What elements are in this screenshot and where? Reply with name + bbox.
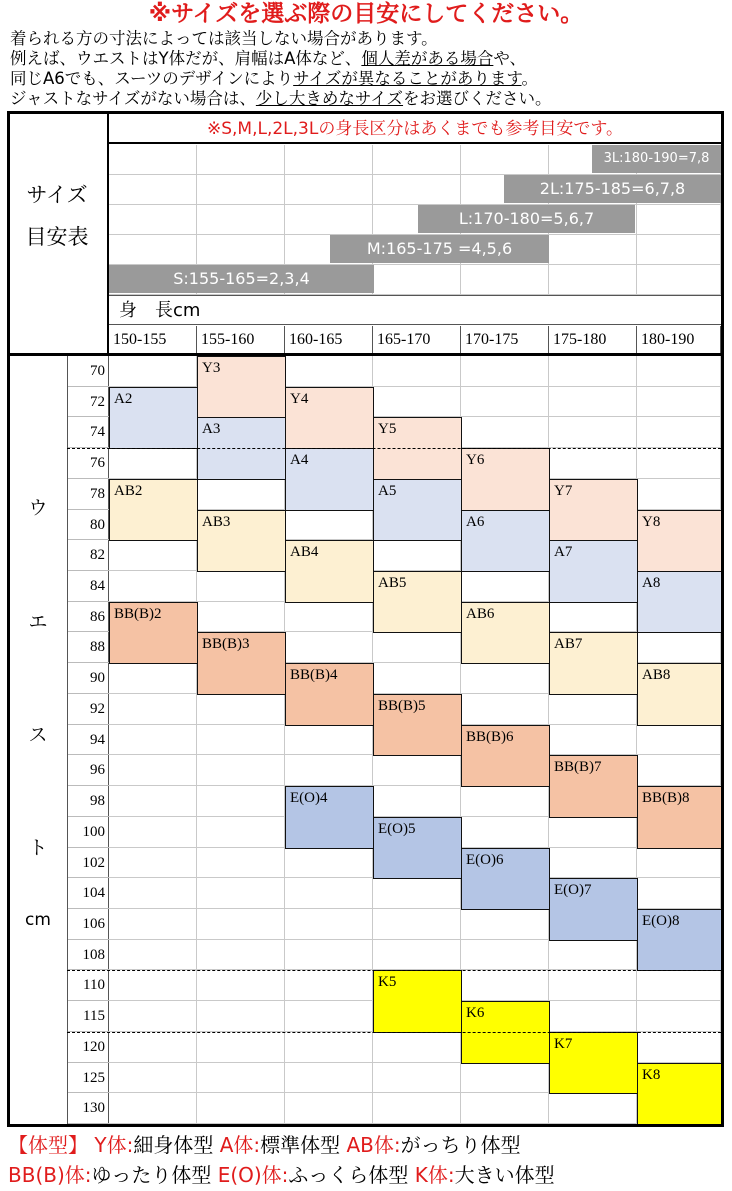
waist-char: エ bbox=[28, 611, 48, 633]
waist-row-label: 80 bbox=[68, 510, 109, 541]
legend-key-k: K体: bbox=[414, 1163, 455, 1187]
legend-desc-bb: ゆったり体型 bbox=[91, 1163, 212, 1187]
height-column-header: 160-165 bbox=[285, 326, 373, 353]
legend-key-y: Y体: bbox=[94, 1133, 134, 1157]
waist-row-label: 98 bbox=[68, 786, 109, 817]
legend-key-a: A体: bbox=[219, 1133, 261, 1157]
intro-text: ジャストなサイズがない場合は、 bbox=[10, 89, 256, 108]
waist-row-label: 106 bbox=[68, 909, 109, 940]
waist-row-label: 96 bbox=[68, 755, 109, 786]
waist-row-label: 110 bbox=[68, 970, 109, 1001]
waist-row-label: 102 bbox=[68, 848, 109, 879]
chart-title-line-1: サイズ bbox=[26, 183, 88, 207]
waist-row-label: 115 bbox=[68, 1001, 109, 1032]
size-block-label: Y3 bbox=[202, 360, 221, 376]
size-block-label: K7 bbox=[554, 1035, 573, 1052]
size-bar-2l: 2L:175-185=6,7,8 bbox=[504, 175, 721, 203]
size-block-label: K5 bbox=[378, 974, 397, 991]
size-block-label: Y8 bbox=[642, 513, 661, 530]
size-block-label: A6 bbox=[466, 513, 485, 530]
page-title: ※サイズを選ぶ際の目安にしてください。 bbox=[148, 1, 584, 27]
size-block-label: E(O)5 bbox=[378, 820, 416, 837]
legend-desc-y: 細身体型 bbox=[133, 1133, 214, 1157]
height-column-header: 180-190 bbox=[637, 326, 721, 353]
legend-line-2 bbox=[8, 1160, 555, 1190]
size-block-label: A4 bbox=[290, 452, 309, 469]
waist-row-label: 108 bbox=[68, 940, 109, 971]
size-block-label: AB5 bbox=[378, 575, 407, 592]
intro-underlined-text: 少し大きめなサイズ bbox=[255, 89, 404, 108]
legend bbox=[8, 1130, 555, 1190]
legend-desc-e: ふっくら体型 bbox=[288, 1163, 409, 1187]
waist-row-label: 104 bbox=[68, 878, 109, 909]
size-block-label: K8 bbox=[642, 1066, 661, 1083]
intro-text: 同じA6でも、スーツのデザインにより bbox=[10, 69, 294, 88]
legend-desc-a: 標準体型 bbox=[260, 1133, 341, 1157]
size-block-label: AB3 bbox=[202, 513, 231, 530]
waist-row-label: 74 bbox=[68, 417, 109, 448]
legend-desc-ab: がっちり体型 bbox=[400, 1133, 521, 1157]
intro-underlined-text: 個人差がある場合 bbox=[361, 49, 494, 68]
waist-char: ス bbox=[28, 724, 48, 746]
legend-desc-k: 大きい体型 bbox=[454, 1163, 555, 1187]
size-block-label: E(O)6 bbox=[466, 851, 504, 868]
height-label: 身 長cm bbox=[109, 295, 721, 325]
legend-line-1 bbox=[8, 1130, 555, 1160]
size-block-label: BB(B)2 bbox=[114, 605, 162, 622]
size-block-label: BB(B)3 bbox=[202, 636, 250, 653]
legend-key-ab: AB体: bbox=[346, 1133, 401, 1157]
size-block-label: A5 bbox=[378, 482, 397, 499]
size-note: ※S,M,L,2L,3Lの身長区分はあくまでも参考目安です。 bbox=[109, 114, 721, 144]
waist-row-label: 125 bbox=[68, 1063, 109, 1094]
size-block-label: BB(B)8 bbox=[642, 790, 690, 807]
header-divider bbox=[7, 353, 724, 356]
height-column-header: 175-180 bbox=[549, 326, 637, 353]
intro-text: や、 bbox=[493, 49, 527, 68]
size-bar-s: S:155-165=2,3,4 bbox=[109, 265, 374, 293]
size-block-label: BB(B)5 bbox=[378, 697, 426, 714]
size-block-label: K6 bbox=[466, 1005, 485, 1022]
size-block-label: BB(B)4 bbox=[290, 667, 338, 684]
waist-unit: cm bbox=[25, 910, 51, 930]
size-block-label: A2 bbox=[114, 390, 133, 407]
size-block-label: Y5 bbox=[378, 421, 397, 438]
waist-row-label: 100 bbox=[68, 817, 109, 848]
size-block-label: A3 bbox=[202, 421, 221, 438]
waist-row-label: 88 bbox=[68, 632, 109, 663]
height-column-header: 150-155 bbox=[109, 326, 197, 353]
size-block-label: E(O)7 bbox=[554, 882, 592, 899]
waist-row-label: 76 bbox=[68, 448, 109, 479]
intro-text: 着られる方の寸法によっては該当しない場合があります。 bbox=[10, 29, 438, 48]
waist-row-label: 92 bbox=[68, 694, 109, 725]
waist-row-label: 86 bbox=[68, 602, 109, 633]
waist-row-label: 82 bbox=[68, 540, 109, 571]
waist-row-label: 70 bbox=[68, 356, 109, 387]
size-block-label: E(O)4 bbox=[290, 790, 328, 807]
waist-row-label: 72 bbox=[68, 387, 109, 418]
size-block-label: AB6 bbox=[466, 605, 495, 622]
waist-row-label: 90 bbox=[68, 663, 109, 694]
waist-char: ト bbox=[28, 837, 48, 859]
intro-underlined-text: サイズが異なることがあります bbox=[293, 69, 522, 88]
size-bar-3l: 3L:180-190=7,8 bbox=[592, 145, 721, 173]
chart-title-line-2: 目安表 bbox=[25, 225, 89, 249]
size-block-label: AB4 bbox=[290, 544, 319, 561]
size-block-label: E(O)8 bbox=[642, 912, 680, 929]
legend-key-e: E(O)体: bbox=[217, 1163, 289, 1187]
size-block-label: BB(B)7 bbox=[554, 759, 602, 776]
size-block-label: Y4 bbox=[290, 390, 309, 407]
size-block-label: AB7 bbox=[554, 636, 583, 653]
legend-key-bb: BB(B)体: bbox=[8, 1163, 92, 1187]
size-block-label: Y7 bbox=[554, 482, 573, 499]
size-block-label: A7 bbox=[554, 544, 573, 561]
title-divider bbox=[107, 111, 109, 355]
size-block-label: Y6 bbox=[466, 452, 485, 469]
height-column-header: 170-175 bbox=[461, 326, 549, 353]
size-bar-m: M:165-175 =4,5,6 bbox=[330, 235, 549, 263]
waist-row-label: 78 bbox=[68, 479, 109, 510]
size-block-label: AB8 bbox=[642, 667, 671, 684]
intro-text: をお選びください。 bbox=[403, 89, 552, 108]
size-block-label: BB(B)6 bbox=[466, 728, 514, 745]
chart-frame bbox=[7, 111, 724, 1127]
waist-char: ウ bbox=[28, 497, 48, 519]
size-block-label: AB2 bbox=[114, 482, 143, 499]
waist-row-label: 84 bbox=[68, 571, 109, 602]
size-block-label: A8 bbox=[642, 575, 661, 592]
waist-row-label: 120 bbox=[68, 1032, 109, 1063]
intro-text: 例えば、ウエストはY体だが、肩幅はA体など、 bbox=[10, 49, 362, 68]
legend-prefix: 【体型】 bbox=[8, 1133, 88, 1157]
size-bar-l: L:170-180=5,6,7 bbox=[418, 205, 635, 233]
height-column-header: 155-160 bbox=[197, 326, 285, 353]
waist-row-label: 130 bbox=[68, 1093, 109, 1124]
waist-row-label: 94 bbox=[68, 725, 109, 756]
height-column-header: 165-170 bbox=[373, 326, 461, 353]
intro-text: 。 bbox=[521, 69, 539, 88]
